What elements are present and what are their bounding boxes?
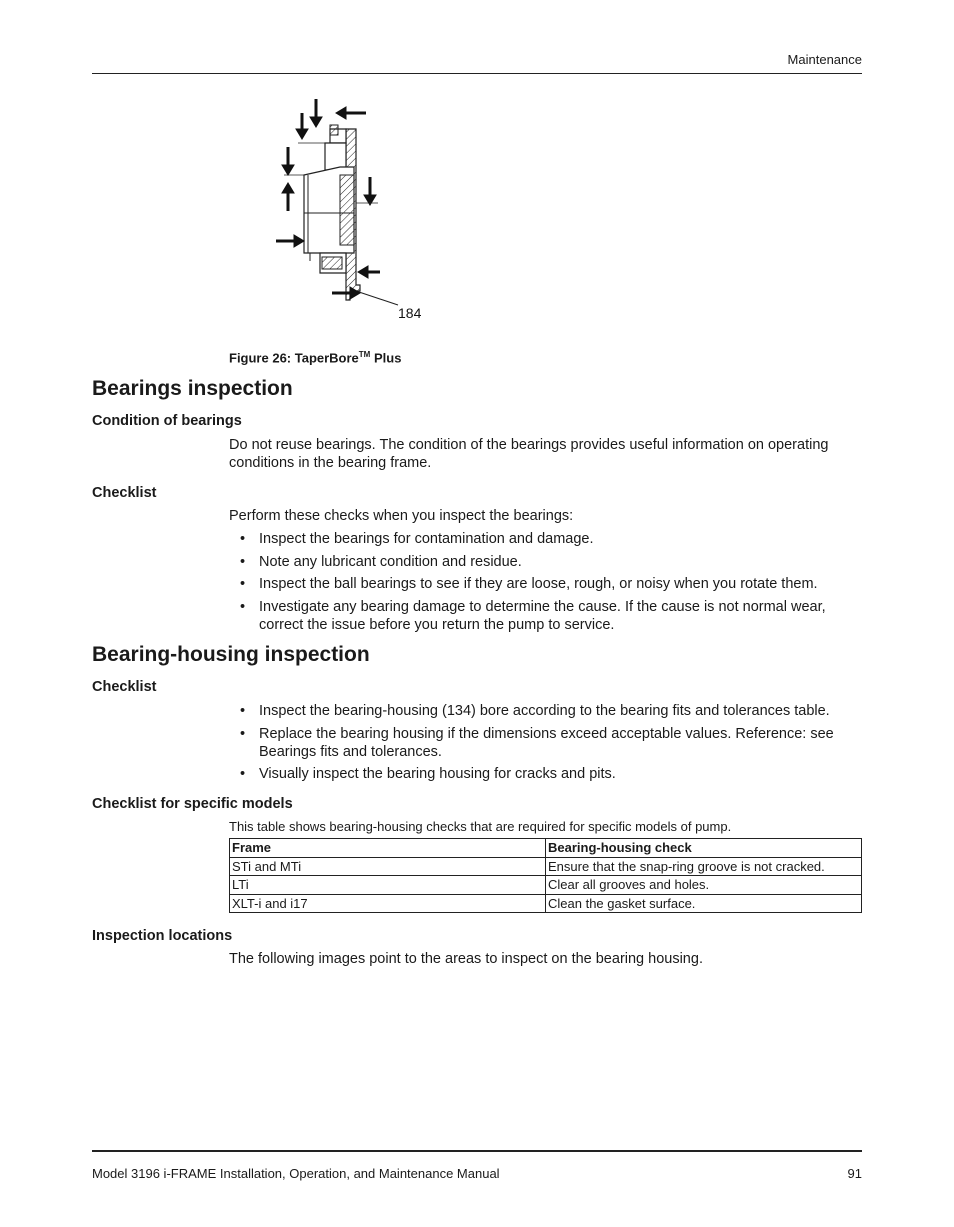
running-header: Maintenance [787,52,862,67]
column-header-frame: Frame [230,839,546,858]
list-item: • Inspect the bearing-housing (134) bore according to the bearing fits and tolerances table. [229,702,859,720]
taperbore-plus-diagram [270,95,430,327]
table-row [230,857,862,876]
page-number: 91 [847,1166,862,1181]
table-cell: STi and MTi [230,857,546,876]
caption-suffix: Plus [373,350,402,366]
checklist-intro: Perform these checks when you inspect the bearings: [229,508,574,524]
subheading-checklist-housing: Checklist [92,679,157,695]
specific-models-intro: This table shows bearing-housing checks that are required for specific models of pump. [229,819,732,834]
subheading-inspection-locations: Inspection locations [92,928,233,944]
condition-paragraph: Do not reuse bearings. The condition of the bearings provides useful information on operating conditions in the bearing frame. [229,437,829,471]
callout-leader [356,291,398,305]
inspection-locations-text: The following images point to the areas to inspect on the bearing housing. [229,951,703,967]
list-item: • Inspect the bearings for contamination and damage. [229,530,859,548]
subheading-condition-of-bearings: Condition of bearings [92,413,242,429]
table-cell: XLT-i and i17 [230,894,546,913]
table-cell: Ensure that the snap-ring groove is not cracked. [546,857,862,876]
section-title-bearing-housing-inspection: Bearing-housing inspection [92,643,370,666]
caption-trademark: TM [358,350,371,359]
table-cell: Clean the gasket surface. [546,894,862,913]
footer-manual-title: Model 3196 i-FRAME Installation, Operation, and Maintenance Manual [92,1166,500,1181]
table-header-row [230,839,862,858]
list-item: • Replace the bearing housing if the dimensions exceed acceptable values. Reference: see Bearings fits and tolerances. [229,725,859,761]
table-row [230,876,862,895]
bearings-checklist [229,530,859,638]
header-rule [92,73,862,74]
subheading-checklist-specific-models: Checklist for specific models [92,796,293,812]
figure-callout-184: 184 [398,305,422,321]
housing-checklist [229,702,859,788]
list-item: • Investigate any bearing damage to determine the cause. If the cause is not normal wear, correct the issue before you return the pump to service. [229,598,859,634]
section-title-bearings-inspection: Bearings inspection [92,377,293,400]
list-item: • Inspect the ball bearings to see if they are loose, rough, or noisy when you rotate them. [229,575,859,593]
subheading-checklist-bearings: Checklist [92,485,157,501]
caption-text: Figure 26: TaperBore [229,350,359,366]
figure-caption [229,350,401,365]
table-row [230,894,862,913]
table-cell: Clear all grooves and holes. [546,876,862,895]
table-cell: LTi [230,876,546,895]
list-item: • Visually inspect the bearing housing for cracks and pits. [229,765,859,783]
column-header-check: Bearing-housing check [546,839,862,858]
list-item: • Note any lubricant condition and residue. [229,553,859,571]
footer-rule [92,1150,862,1152]
frame-checks-table [229,838,862,913]
